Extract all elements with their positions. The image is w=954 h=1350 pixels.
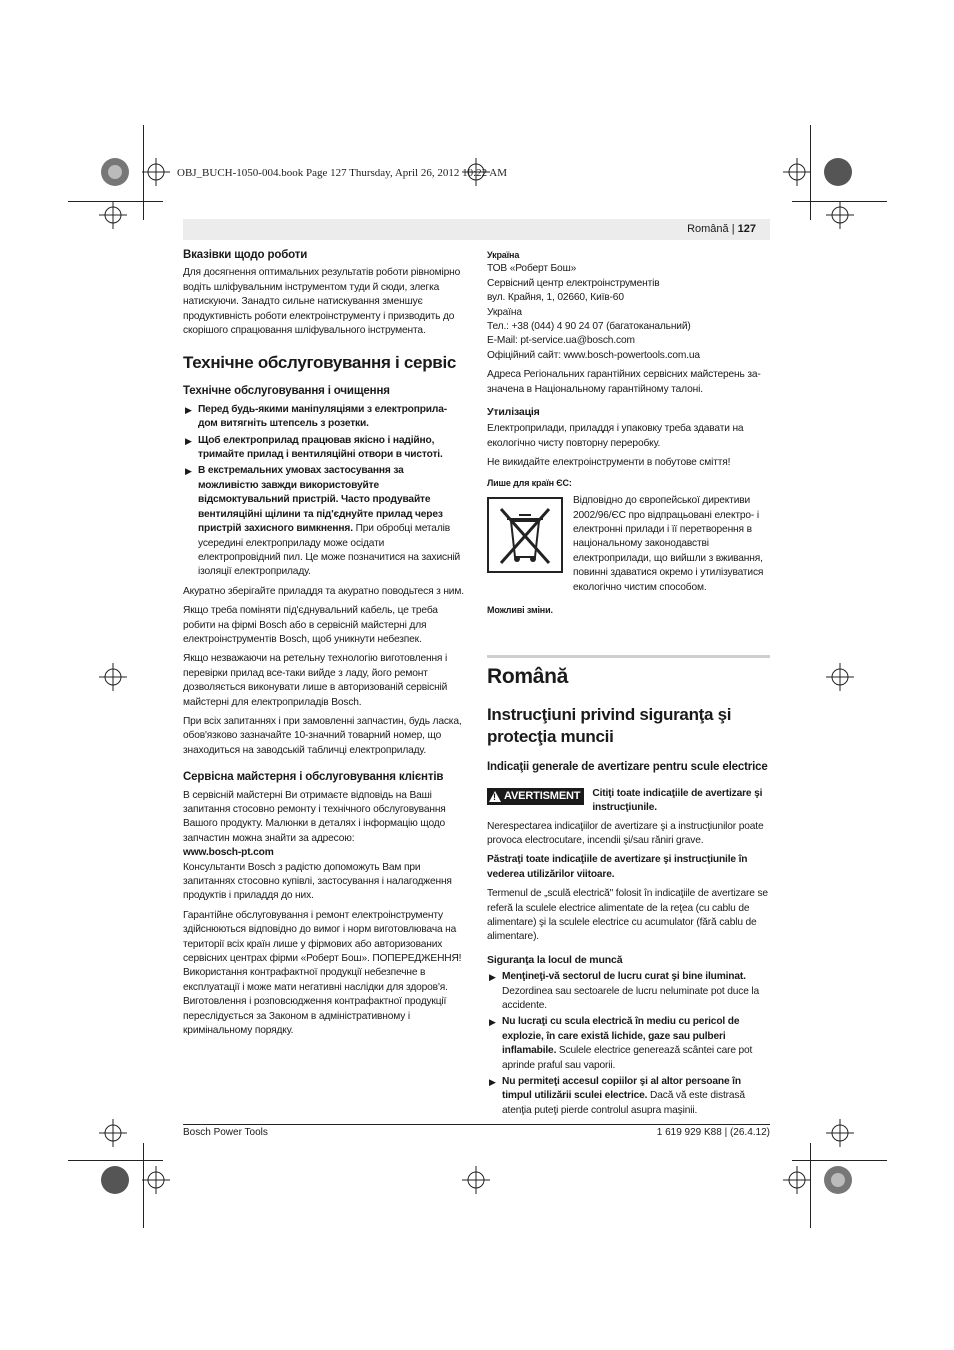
changes-note: Можливі зміни. — [487, 604, 553, 615]
address-line: Україна — [487, 306, 522, 318]
heading-cleaning: Технічне обслуговування і очищення — [183, 385, 390, 398]
paragraph: В сервісній майстерні Ви отримаєте відповідь на Ваші запитання стосовно ремонту і технічного обслуговування Вашого продукту. Малюнки в деталях і інформацію щодо запчастин можна знайти за адресою: — [183, 789, 446, 844]
heading-romana: Română — [487, 665, 569, 689]
bullet-item: ▶ Nu permiteţi accesul copiilor şi al altor persoane în timpul utilizării sculei electrice. Dacă vă este distrasă atenţia puteţi pierde controlul asupra maşinii. — [489, 1076, 745, 1116]
eu-heading: Лише для країн ЄС: — [487, 477, 572, 488]
heading-safety-instructions: Instrucţiuni privind siguranţa şi protecţia muncii — [487, 705, 732, 747]
paragraph: Електроприлади, приладдя і упаковку треба здавати на екологічно чисту повторну переробку. — [487, 423, 744, 449]
header-separator: | — [731, 223, 735, 235]
bullet-item: ▶ Щоб електроприлад працював якісно і надійно, тримайте прилад і вентиляційні отвори в чистоті. — [185, 434, 443, 461]
right-column — [487, 248, 770, 1120]
country-heading: Україна — [487, 250, 520, 260]
page-header — [687, 223, 756, 235]
paragraph-work: Для досягнення оптимальних результатів роботи рівномірно водіть шліфувальним інструментом туди й сюди, злегка натискуючи. Занадто сильне натискування зменшує продуктивність роботи електроінструменту і призводить до скорішого спрацювання шліфувального інструмента. — [183, 267, 461, 337]
footer-brand: Bosch Power Tools — [183, 1127, 268, 1138]
page-number: 127 — [737, 223, 756, 235]
paragraph: Nerespectarea indicaţiilor de avertizare şi a instrucţiunilor poate provoca electrocutare, incendii şi/sau răniri grave. — [487, 820, 764, 846]
address-line: ТОВ «Роберт Бош» — [487, 263, 577, 275]
warning-triangle-icon: ! — [489, 791, 501, 802]
paragraph: Консультанти Bosch з радістю допоможуть Вам при запитаннях стосовно купівлі, застосування і налагодження продуктів і приладдя до них. — [183, 861, 452, 902]
file-info-line: OBJ_BUCH-1050-004.book Page 127 Thursday, April 26, 2012 10:22 AM — [177, 167, 507, 179]
warning-text: Citiţi toate indicaţiile de avertizare şi instrucţiunile. — [592, 787, 763, 814]
paragraph: Не викидайте електроінструменти в побутове сміття! — [487, 457, 731, 469]
warning-badge: ! AVERTISMENT — [487, 788, 584, 805]
bullet-item: ▶ Nu lucraţi cu scula electrică în mediu cu pericol de explozie, în care există lichide, gaze sau pulberi inflamabile. Sculele electrice generează scântei care pot aprinde praful sau vaporii. — [489, 1016, 753, 1071]
bullet-triangle-icon: ▶ — [489, 972, 496, 983]
paragraph: Termenul de „sculă electrică" folosit în indicaţiile de avertizare se referă la sculele electrice alimentate de la reţea (cu cablu de alimentare) şi la sculele electrice cu acumulator (fără cablu de alimentare). — [487, 888, 768, 943]
footer-doc-number: 1 619 929 K88 | (26.4.12) — [656, 1127, 770, 1138]
bullet-item: ▶ Menţineţi-vă sectorul de lucru curat şi bine iluminat. Dezordinea sau sectoarele de lucru neluminate pot duce la accidente. — [489, 971, 760, 1012]
weee-block — [487, 494, 770, 595]
bullet-triangle-icon: ▶ — [489, 1077, 496, 1088]
crossed-bin-icon — [487, 497, 563, 573]
left-column — [183, 248, 465, 1044]
warning-block — [487, 787, 770, 816]
heading-service: Технічне обслуговування і сервіс — [183, 353, 457, 373]
bullet-triangle-icon: ▶ — [185, 435, 192, 446]
paragraph: Адреса Регіональних гарантійних сервісних майстерень за- значена в Національному гарантійному талоні. — [487, 369, 761, 395]
website-line: Офіційний сайт: www.bosch-powertools.com.ua — [487, 349, 700, 361]
bullet-triangle-icon: ▶ — [185, 404, 192, 415]
eu-directive-text: Відповідно до європейської директиви 2002/96/ЄС про відпрацьовані електро- і електронні прилади і її перетворення в національному законодавстві електроприлади, що вийшли з вживання, повинні здаватися окремо і утилізуватися екологічно чистим способом. — [573, 495, 764, 593]
heading-workplace-safety: Siguranţa la locul de muncă — [487, 953, 623, 966]
paragraph: При всіх запитаннях і при замовленні запчастин, будь ласка, обов'язково зазначайте 10-значний товарний номер, що знаходиться на заводській табличці електроприладу. — [183, 715, 462, 756]
paragraph: Якщо незважаючи на ретельну технологію виготовлення і перевірки прилад все-таки вийде з ладу, його ремонт дозволяється виконувати лише в авторизованій сервісній майстерні для електроприладів Bosch. — [183, 653, 448, 708]
paragraph: Якщо треба поміняти під'єднувальний кабель, це треба робити на фірмі Bosch або в сервісній майстерні для електроінструментів Bosch, щоб уникнути небезпек. — [183, 605, 438, 645]
page-header-bar — [183, 219, 770, 240]
paragraph: Гарантійне обслуговування і ремонт електроінструменту здійснюються відповідно до вимог і норм виготовлювача на території всіх країн лише у фірмових або авторизованих сервісних центрах фірми «Роберт Бош». ПОПЕРЕДЖЕННЯ! Використання контрафактної продукції небезпечне в експлуатації і може мати негативні наслідки для здоров'я. Виготовлення і розповсюдження контрафактної продукції переслідується за Законом в адміністративному і кримінальному порядку. — [183, 909, 462, 1037]
heading-workshop: Сервісна майстерня і обслуговування клієнтів — [183, 771, 444, 784]
bullet-triangle-icon: ▶ — [185, 466, 192, 477]
website-link[interactable]: www.bosch-pt.com — [183, 847, 274, 859]
phone-line: Тел.: +38 (044) 4 90 24 07 (багатоканальний) — [487, 321, 691, 333]
paragraph: Акуратно зберігайте приладдя та акуратно поводьтеся з ним. — [183, 585, 464, 597]
address-line: вул. Крайня, 1, 02660, Київ-60 — [487, 292, 624, 304]
section-divider — [487, 655, 770, 658]
header-language: Română — [687, 223, 729, 235]
email-line: E-Mail: pt-service.ua@bosch.com — [487, 335, 635, 347]
bullet-item: ▶ В екстремальних умовах застосування за можливістю завжди використовуйте відсмоктувальний пристрій. Часто продувайте вентиляційні щілини та під'єднуйте прилад через пристрій захисного вимкнення. При обробці металів усередині електроприладу може осідати електропровідний пил. Це може позначитися на захисній ізоляції електроприладу. — [185, 465, 461, 578]
heading-work-instructions: Вказівки щодо роботи — [183, 249, 308, 261]
address-line: Сервісний центр електроінструментів — [487, 277, 660, 289]
paragraph: Păstraţi toate indicaţiile de avertizare şi instrucţiunile în vederea utilizărilor viitoare. — [487, 854, 748, 880]
footer-rule — [183, 1124, 770, 1125]
bullet-triangle-icon: ▶ — [489, 1017, 496, 1028]
heading-general-warnings: Indicaţii generale de avertizare pentru scule electrice — [487, 761, 768, 774]
heading-disposal: Утилізація — [487, 406, 540, 419]
bullet-item: ▶ Перед будь-якими маніпуляціями з електроприла- дом витягніть штепсель з розетки. — [185, 403, 447, 430]
